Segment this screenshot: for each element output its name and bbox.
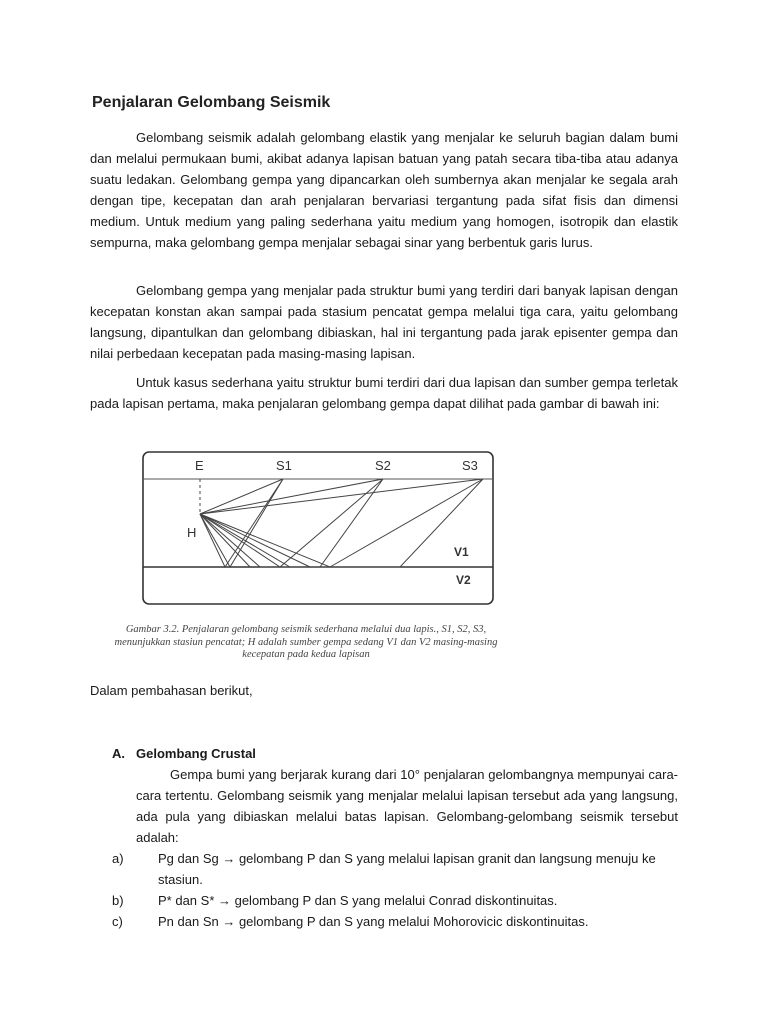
- list-item: [112, 848, 678, 890]
- label-S3: S3: [462, 458, 478, 473]
- label-V2: V2: [456, 573, 471, 587]
- section-heading: [112, 743, 678, 764]
- label-S1: S1: [276, 458, 292, 473]
- section-marker: A.: [112, 746, 125, 761]
- list-item-text: Pg dan Sg → gelombang P dan S yang melalui lapisan granit dan langsung menuju ke stasiun.: [158, 851, 656, 887]
- list-item: [112, 890, 678, 911]
- paragraph-2: [90, 280, 678, 364]
- ray-paths: [200, 479, 483, 567]
- list-item: [112, 911, 678, 932]
- wave-list: [112, 848, 678, 932]
- document-title: Penjalaran Gelombang Seismik: [92, 94, 331, 111]
- label-E: E: [195, 458, 204, 473]
- list-item-marker: a): [112, 851, 124, 866]
- section-heading-text: Gelombang Crustal: [136, 746, 256, 761]
- paragraph-2-text: Gelombang gempa yang menjalar pada struktur bumi yang terdiri dari banyak lapisan dengan kecepatan konstan akan sampai pada stasium pencatat gempa melalui tiga cara, yaitu gelombang langsung, dipantulkan dan gelombang dibiaskan, hal ini tergantung pada jarak episenter gempa dan nilai perbedaan kecepatan pada masing-masing lapisan.: [90, 283, 678, 361]
- label-V1: V1: [454, 545, 469, 559]
- label-H: H: [187, 525, 197, 540]
- figure-caption: Gambar 3.2. Penjalaran gelombang seismik sederhana melalui dua lapis., S1, S2, S3, menunjukkan stasiun pencatat; H adalah sumber gempa sedang V1 dan V2 masing-masing kecepatan pada kedua lapisan: [114, 624, 498, 660]
- list-item-marker: c): [112, 914, 123, 929]
- list-item-marker: b): [112, 893, 124, 908]
- paragraph-3: [90, 372, 678, 414]
- list-item-text: P* dan S* → gelombang P dan S yang melalui Conrad diskontinuitas.: [158, 893, 558, 908]
- paragraph-1-text: Gelombang seismik adalah gelombang elastik yang menjalar ke seluruh bagian dalam bumi dan melalui permukaan bumi, akibat adanya lapisan batuan yang patah secara tiba-tiba atau adanya suatu ledakan. Gelombang gempa yang dipancarkan oleh sumbernya akan menjalar ke segala arah dengan tipe, kecepatan dan arah penjalaran bervariasi tergantung pada sifat fisis dan dimensi medium. Untuk medium yang paling sederhana yaitu medium yang homogen, isotropik dan elastik sempurna, maka gelombang gempa menjalar sebagai sinar yang berbentuk garis lurus.: [90, 130, 678, 250]
- section-body-text: Gempa bumi yang berjarak kurang dari 10° penjalaran gelombangnya mempunyai cara-cara tertentu. Gelombang seismik yang menjalar melalui lapisan tersebut ada yang langsung, ada pula yang dibiaskan melalui batas lapisan. Gelombang-gelombang seismik tersebut adalah:: [136, 767, 678, 845]
- section-a: [112, 743, 678, 932]
- lead-in-text: Dalam pembahasan berikut,: [90, 683, 253, 698]
- label-S2: S2: [375, 458, 391, 473]
- list-item-text: Pn dan Sn → gelombang P dan S yang melalui Mohorovicic diskontinuitas.: [158, 914, 589, 929]
- paragraph-3-text: Untuk kasus sederhana yaitu struktur bumi terdiri dari dua lapisan dan sumber gempa terletak pada lapisan pertama, maka penjalaran gelombang gempa dapat dilihat pada gambar di bawah ini:: [90, 375, 678, 411]
- section-body: [136, 764, 678, 848]
- paragraph-1: [90, 127, 678, 253]
